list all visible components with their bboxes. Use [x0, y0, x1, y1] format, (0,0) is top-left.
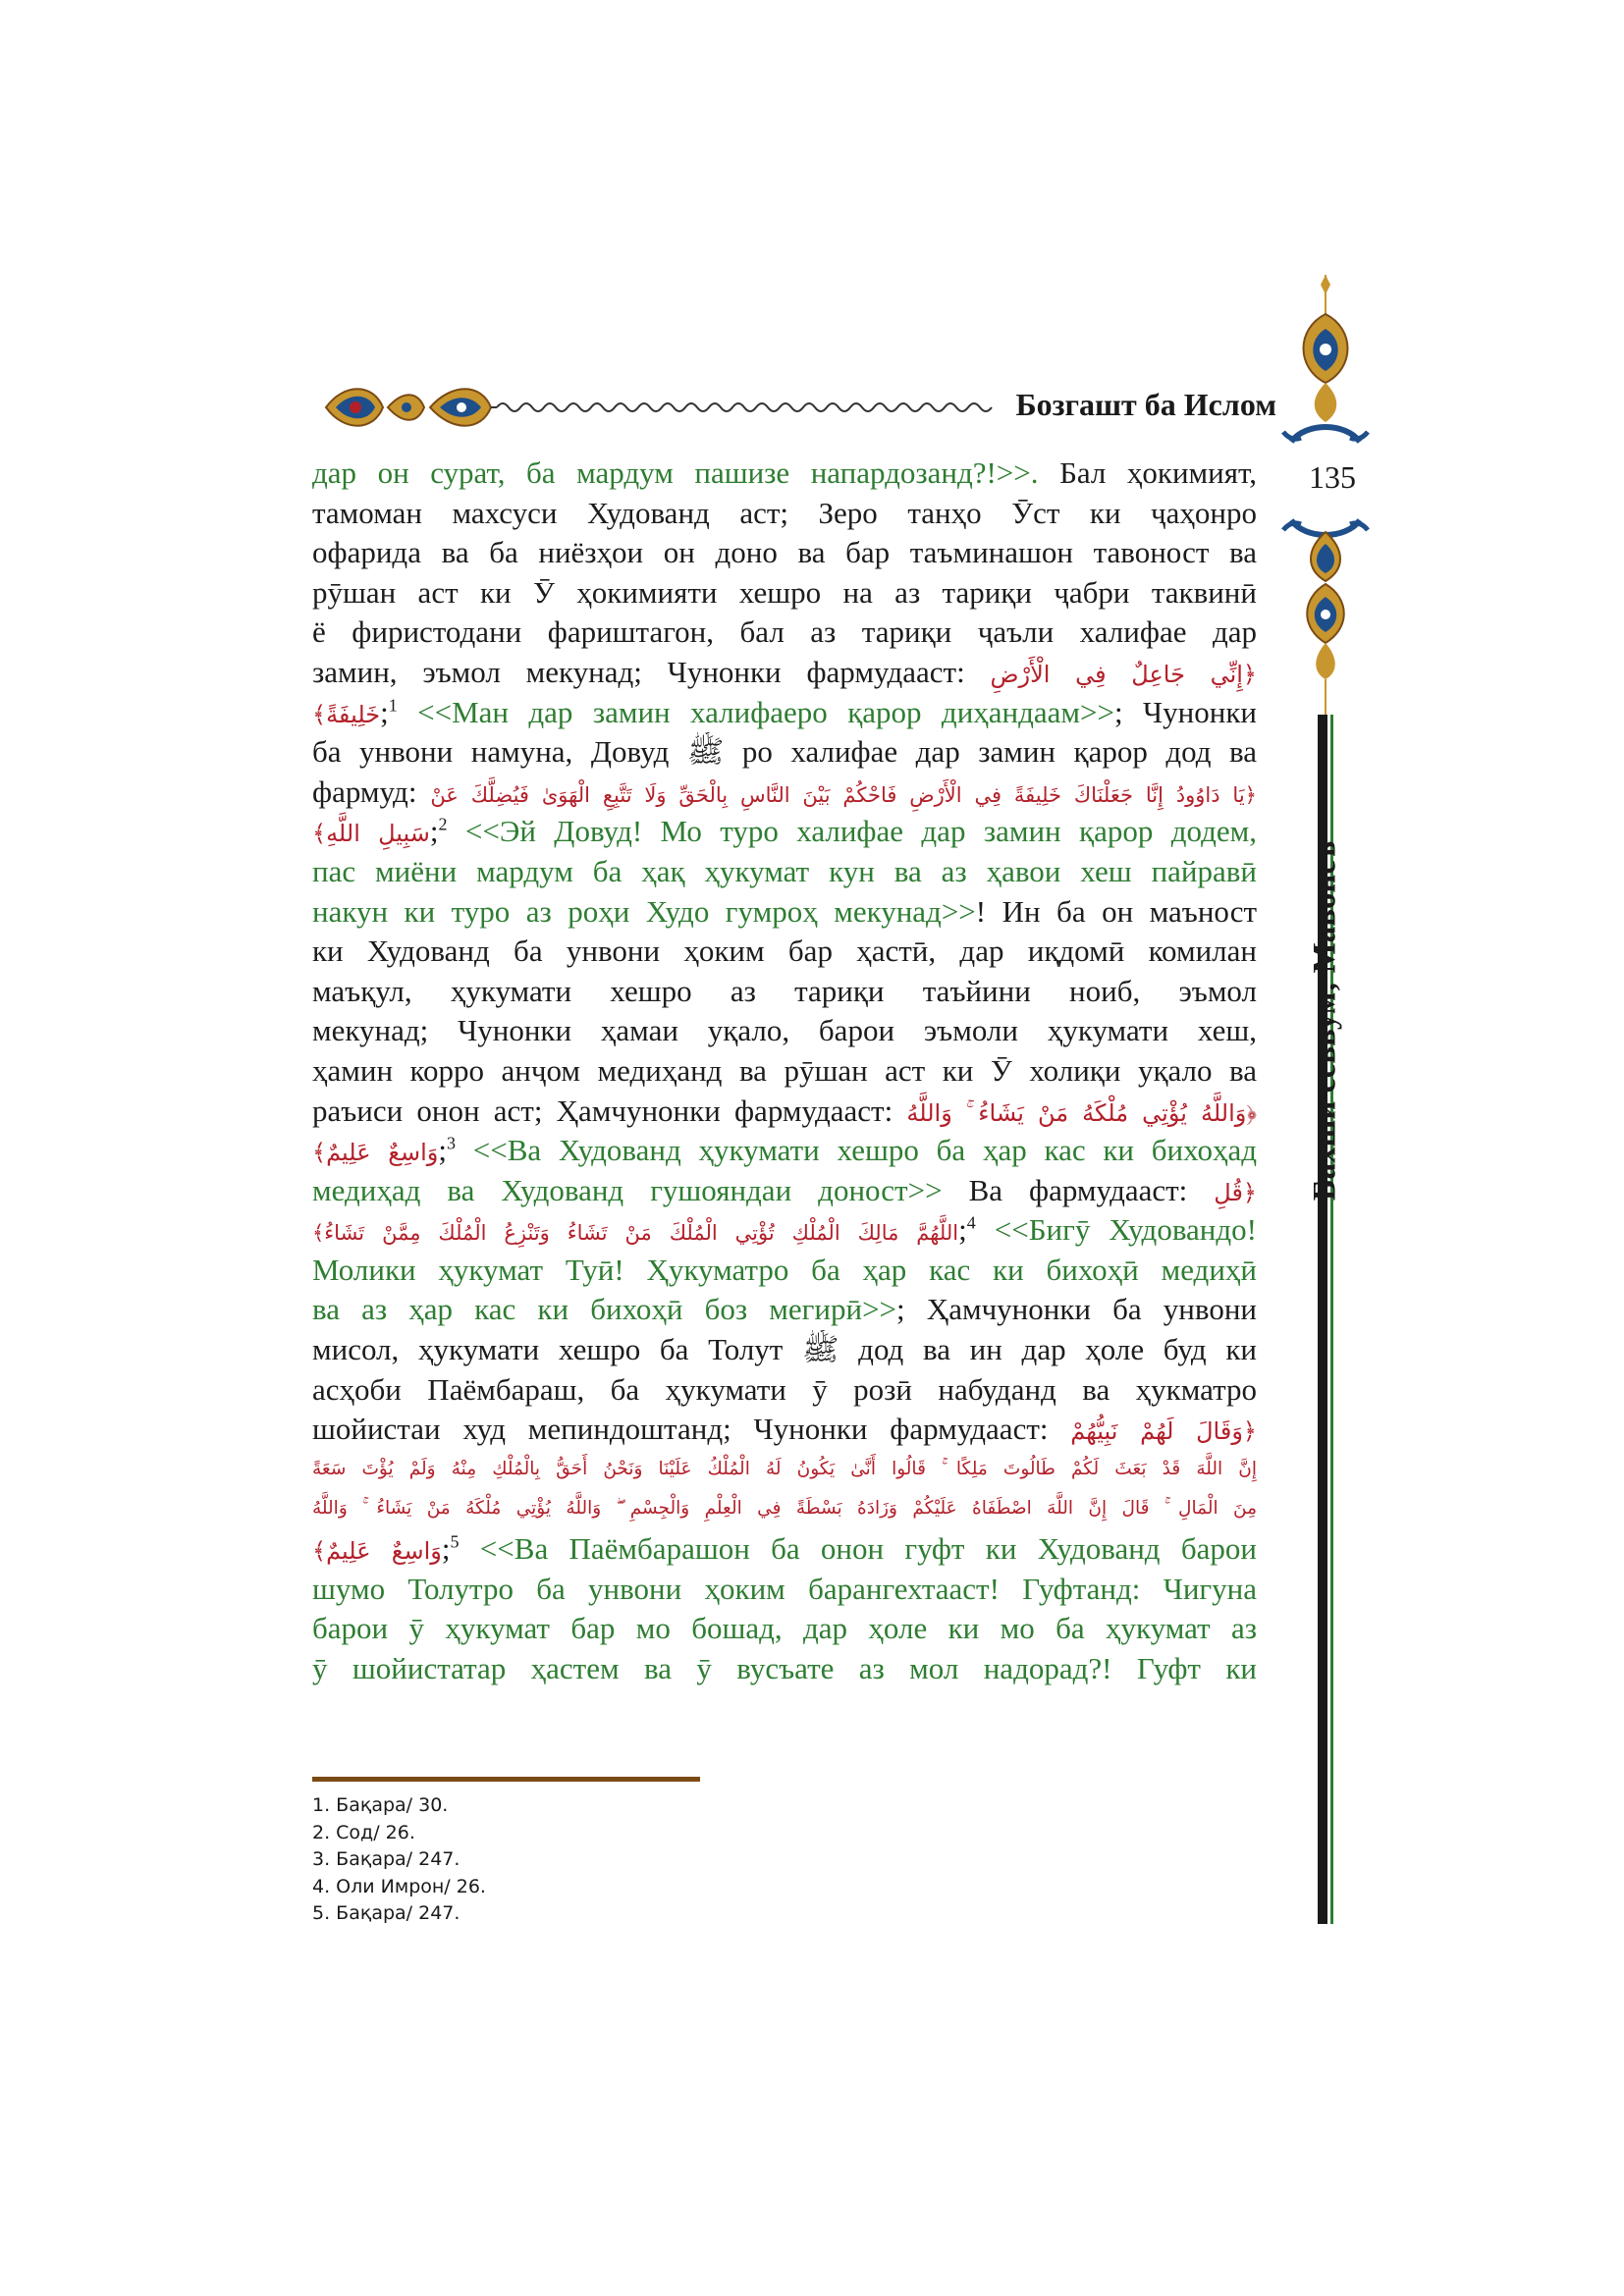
- text-line: шойистаи худ мепиндоштанд; Чунонки фармудааст: ﴿وَقَالَ لَهُمْ نَبِيُّهُمْ: [312, 1412, 1257, 1447]
- text-line: пас миёни мардум ба ҳақ ҳукумат кун ва аз ҳавои хеш пайравӣ: [312, 853, 1257, 888]
- text-line: ки Худованд ба унвони ҳоким бар ҳастӣ, дар иқдомӣ комилан: [312, 934, 1257, 969]
- text-line: мекунад; Чунонки ҳамаи уқало, барои эъмоли ҳукумати хеш,: [312, 1013, 1257, 1048]
- text-line: шумо Толутро ба унвони ҳоким барангехтааст! Гуфтанд: Чигуна: [312, 1571, 1257, 1606]
- text-line: офарида ва ба ниёзҳои он доно ва бар таъминашон тавоност ва: [312, 535, 1257, 570]
- text-line: накун ки туро аз роҳи Худо гумроҳ мекунад>>! Ин ба он маъност: [312, 893, 1257, 929]
- text-line: тамоман махсуси Худованд аст; Зеро танҳо Ӯст ки ҷаҳонро: [312, 495, 1257, 530]
- text-line: замин, эъмол мекунад; Чунонки фармудааст: ﴿إِنِّي جَاعِلٌ فِي الْأَرْضِ: [312, 654, 1257, 689]
- page-number: 135: [1309, 459, 1356, 495]
- text-line: وَاسِعٌ عَلِيمٌ﴾;$^3$ <<Ва Худованд ҳукумати хешро ба ҳар кас ки бихоҳад: [312, 1133, 1257, 1168]
- footnotes: [312, 1792, 486, 1928]
- body-text: [312, 454, 1257, 1688]
- header-ornament-icon: [314, 383, 1001, 432]
- running-header: [314, 383, 1276, 432]
- text-line: وَاسِعٌ عَلِيمٌ﴾;$^5$ <<Ва Паёмбарашон ба онон гуфт ки Худованд барои: [312, 1531, 1257, 1567]
- footnote-divider: [312, 1777, 700, 1782]
- arabic-quote: وَاسِعٌ عَلِيمٌ﴾: [312, 1139, 439, 1167]
- text-line: ё фиристодани фариштагон, бал аз тариқи ҷаъли халифае дар: [312, 614, 1257, 650]
- text-line: медиҳад ва Худованд гушояндаи доност>> Ва фармудааст: ﴿قُلِ: [312, 1172, 1257, 1207]
- header-title: Бозгашт ба Ислом: [1015, 387, 1276, 422]
- footnote: 3. Бақара/ 247.: [312, 1848, 460, 1870]
- section-title: Бахши севвум; Мавонеъ: [1307, 840, 1343, 1201]
- text-line: ва аз ҳар кас ки бихоҳӣ боз мегирӣ>>; Ҳамчунонки ба унвони: [312, 1292, 1257, 1327]
- text-line: асҳоби Паёмбараш, ба ҳукумати ӯ розӣ набуданд ва ҳукматро: [312, 1371, 1257, 1407]
- text-line: рӯшан аст ки Ӯ ҳокимияти хешро на аз тариқи ҷабри таквинӣ: [312, 574, 1257, 610]
- arabic-quote: ﴿قُلِ: [1214, 1178, 1257, 1206]
- text-line: Молики ҳукумат Туӣ! Ҳукуматро ба ҳар кас ки бихоҳӣ медиҳӣ: [312, 1252, 1257, 1287]
- text-line: خَلِيفَةً﴾;$^1$ <<Ман дар замин халифаеро қарор диҳандаам>>; Чунонки: [312, 694, 1257, 729]
- arabic-quote: ﴿وَقَالَ لَهُمْ نَبِيُّهُمْ: [1070, 1417, 1257, 1446]
- arabic-quote: خَلِيفَةً﴾: [312, 700, 381, 728]
- text-line: ӯ шойистатар ҳастем ва ӯ вусъате аз мол надорад?! Гуфт ки: [312, 1650, 1257, 1685]
- text-line: سَبِيلِ اللَّهِ﴾;$^2$ <<Эй Довуд! Мо туро халифае дар замин қарор додем,: [312, 814, 1257, 849]
- text-line: اللَّهُمَّ مَالِكَ الْمُلْكِ تُؤْتِي الْمُلْكَ مَنْ تَشَاءُ وَتَنْزِعُ الْمُلْكَ مِمَّنْ تَشَاءُ﴾;$^4$ <<Бигӯ Худовандо!: [312, 1212, 1257, 1248]
- footnote: 5. Бақара/ 247.: [312, 1902, 460, 1924]
- arabic-quote: وَاسِعٌ عَلِيمٌ﴾: [312, 1537, 442, 1566]
- text-line: ҳамин корро анҷом медиҳанд ва рӯшан аст ки Ӯ холиқи уқало ва: [312, 1052, 1257, 1088]
- text-line: маъқул, ҳукумати хешро аз тариқи таъйини ноиб, эъмол: [312, 973, 1257, 1008]
- arabic-quote: سَبِيلِ اللَّهِ﴾: [312, 820, 430, 848]
- footnote: 1. Бақара/ 30.: [312, 1794, 449, 1816]
- text-line: ба унвони намуна, Довуд ﷺ ро халифае дар замин қарор дод ва: [312, 734, 1257, 770]
- text-line: мисол, ҳукумати хешро ба Толут ﷺ дод ва ин дар ҳоле буд ки: [312, 1332, 1257, 1367]
- arabic-quote-line: مِنَ الْمَالِ ۚ قَالَ إِنَّ اللَّهَ اصْطَفَاهُ عَلَيْكُمْ وَزَادَهُ بَسْطَةً فِي الْعِلْمِ وَالْجِسْمِ ۖ وَاللَّهُ يُؤْتِي مُلْكَهُ مَنْ يَشَاءُ ۚ وَاللَّهُ: [312, 1498, 1257, 1520]
- arabic-quote: ﴿وَاللَّهُ يُؤْتِي مُلْكَهُ مَنْ يَشَاءُ ۚ وَاللَّهُ: [906, 1098, 1257, 1127]
- text-line: фармуд: ﴿يَا دَاوُودُ إِنَّا جَعَلْنَاكَ خَلِيفَةً فِي الْأَرْضِ فَاحْكُمْ بَيْنَ النَّاسِ بِالْحَقِّ وَلَا تَتَّبِعِ الْهَوَىٰ فَيُضِلَّكَ عَنْ: [312, 774, 1257, 809]
- arabic-quote: اللَّهُمَّ مَالِكَ الْمُلْكِ تُؤْتِي الْمُلْكَ مَنْ تَشَاءُ وَتَنْزِعُ الْمُلْكَ مِمَّنْ تَشَاءُ﴾: [312, 1221, 959, 1246]
- arabic-quote: ﴿إِنِّي جَاعِلٌ فِي الْأَرْضِ: [990, 660, 1257, 688]
- footnote: 2. Сод/ 26.: [312, 1821, 415, 1843]
- text-line: барои ӯ ҳукумат бар мо бошад, дар ҳоле ки мо ба ҳукумат аз: [312, 1611, 1257, 1646]
- text-line: раъиси онон аст; Ҳамчунонки фармудааст: ﴿وَاللَّهُ يُؤْتِي مُلْكَهُ مَنْ يَشَاءُ ۚ وَاللَّهُ: [312, 1093, 1257, 1128]
- arabic-quote-line: إِنَّ اللَّهَ قَدْ بَعَثَ لَكُمْ طَالُوتَ مَلِكًا ۚ قَالُوا أَنَّىٰ يَكُونُ لَهُ الْمُلْكُ عَلَيْنَا وَنَحْنُ أَحَقُّ بِالْمُلْكِ مِنْهُ وَلَمْ يُؤْتَ سَعَةً: [312, 1458, 1257, 1479]
- footnote: 4. Оли Имрон/ 26.: [312, 1875, 486, 1897]
- arabic-quote: ﴿يَا دَاوُودُ إِنَّا جَعَلْنَاكَ خَلِيفَةً فِي الْأَرْضِ فَاحْكُمْ بَيْنَ النَّاسِ بِالْحَقِّ وَلَا تَتَّبِعِ الْهَوَىٰ فَيُضِلَّكَ عَنْ: [430, 782, 1257, 807]
- text-line: дар он сурат, ба мардум пашизе напардозанд?!>>. Бал ҳокимият,: [312, 455, 1257, 490]
